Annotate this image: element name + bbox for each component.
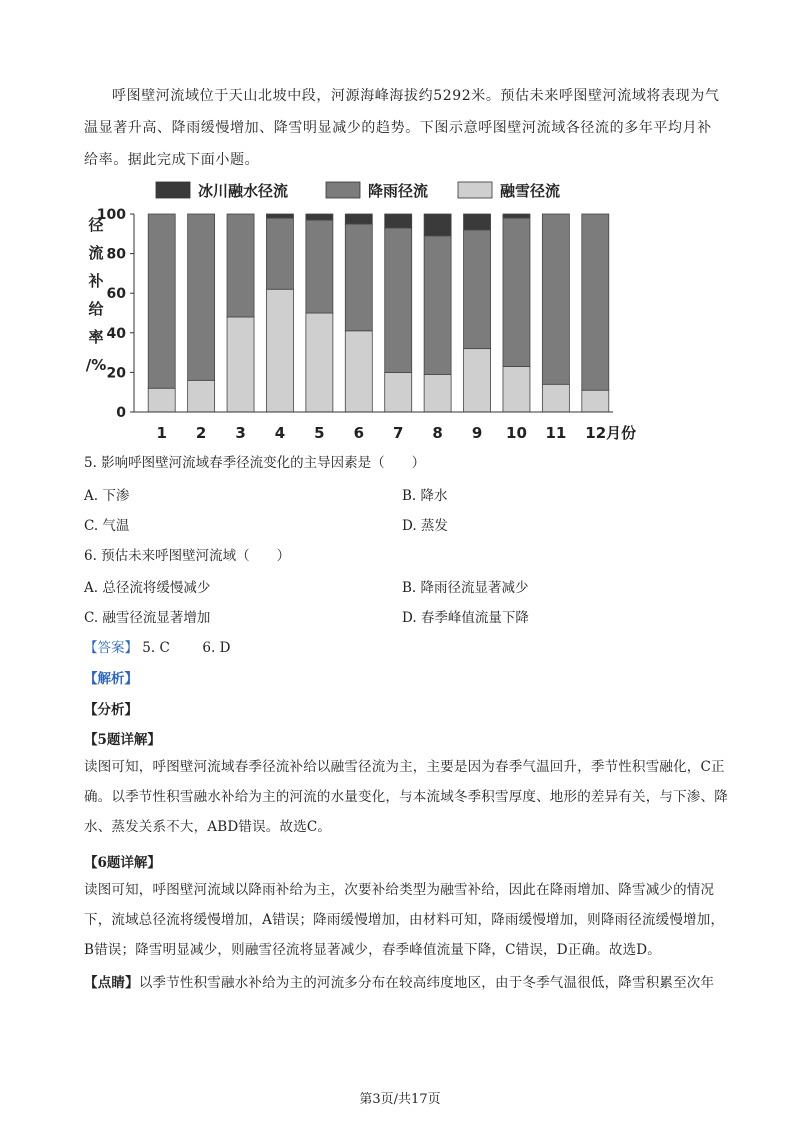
answer-6: 6. D	[202, 640, 231, 656]
bar-segment	[266, 218, 293, 289]
analysis-label: 【解析】	[84, 671, 138, 687]
ylabel-char: 给	[88, 300, 104, 318]
x-tick-label: 4	[274, 424, 286, 442]
question-6-stem: 6. 预估未来呼图壁河流域（ ）	[84, 548, 291, 564]
page-footer: 第3页/共17页	[359, 1092, 441, 1107]
detail-6-text: 读图可知，呼图壁河流域以降雨补给为主，次要补给类型为融雪补给，因此在降雨增加、降雪减少的情况下，流域总径流将缓慢增加，A错误；降雨缓慢增加，由材料可知，降雨缓慢增加，则降雨径流缓慢增加，B错误；降雪明显减少，则融雪径流将显著减少，春季峰值流量下降，C错误，D正确。故选D。	[84, 882, 725, 958]
bar-segment	[345, 331, 372, 412]
bar-segment	[345, 224, 372, 331]
detail-5-label: 【5题详解】	[84, 732, 161, 748]
chart-legend	[156, 182, 560, 200]
bar-segment	[464, 349, 491, 412]
bar-segment	[266, 289, 293, 412]
q5-option-c: C. 气温	[84, 518, 130, 534]
tip-label: 【点睛】	[84, 975, 139, 991]
q5-option-a: A. 下渗	[84, 488, 130, 504]
x-tick-label: 11	[545, 424, 567, 442]
chart-bars	[148, 214, 609, 412]
answer-5: 5. C	[142, 640, 170, 656]
bar-segment	[542, 384, 569, 412]
intro-paragraph: 呼图壁河流域位于天山北坡中段，河源海峰海拔约5292米。预估未来呼图壁河流域将表现为气温显著升高、降雨缓慢增加、降雪明显减少的趋势。下图示意呼图壁河流域各径流的多年平均月补给率。据此完成下面小题。	[84, 88, 720, 168]
y-tick-label: 20	[106, 365, 126, 382]
bar-segment	[306, 313, 333, 412]
runoff-chart	[80, 172, 640, 442]
chart-ylabel	[86, 216, 107, 374]
ylabel-char: /%	[85, 356, 107, 374]
bar-segment	[148, 388, 175, 412]
bar-segment	[582, 390, 609, 412]
bar-segment	[385, 372, 412, 412]
x-tick-label: 1	[156, 424, 167, 442]
bar-segment	[227, 317, 254, 412]
bar-segment	[148, 214, 175, 388]
y-tick-label: 40	[106, 325, 126, 342]
detail-5-text: 读图可知，呼图壁河流域春季径流补给以融雪径流为主，主要是因为春季气温回升，季节性积雪融化，C正确。以季节性积雪融水补给为主的河流的水量变化，与本流域冬季积雪厚度、地形的差异有关，与下渗、降水、蒸发关系不大，ABD错误。故选C。	[84, 759, 728, 835]
y-tick-label: 80	[106, 246, 126, 263]
q6-option-d: D. 春季峰值流量下降	[402, 610, 529, 626]
bar-segment	[503, 218, 530, 367]
x-tick-label: 8	[432, 424, 443, 442]
bar-segment	[424, 374, 451, 412]
q6-option-c: C. 融雪径流显著增加	[84, 610, 211, 626]
q5-option-d: D. 蒸发	[402, 518, 448, 534]
ylabel-char: 流	[88, 244, 104, 262]
bar-segment	[306, 214, 333, 220]
ylabel-char: 率	[88, 328, 104, 346]
q6-option-a: A. 总径流将缓慢减少	[84, 580, 211, 596]
y-tick-label: 60	[106, 286, 126, 303]
y-tick-label: 100	[96, 207, 126, 223]
question-5-stem: 5. 影响呼图壁河流域春季径流变化的主导因素是（ ）	[84, 455, 426, 471]
bar-segment	[266, 214, 293, 218]
tip-paragraph	[84, 968, 730, 998]
bar-segment	[542, 214, 569, 384]
x-tick-label: 9	[471, 424, 483, 442]
x-tick-label: 12月份	[585, 424, 637, 442]
bar-segment	[503, 214, 530, 218]
legend-swatch	[458, 182, 492, 198]
legend-label: 融雪径流	[500, 182, 561, 200]
answer-line	[84, 636, 230, 656]
bar-segment	[227, 214, 254, 317]
q5-option-b: B. 降水	[402, 488, 448, 504]
x-tick-label: 10	[506, 424, 527, 442]
x-tick-label: 7	[392, 424, 404, 442]
ylabel-char: 径	[88, 216, 104, 234]
q6-option-b: B. 降雨径流显著减少	[402, 580, 529, 596]
x-tick-label: 5	[314, 424, 325, 442]
ylabel-char: 补	[88, 272, 104, 290]
bar-segment	[188, 380, 215, 412]
bar-segment	[464, 214, 491, 230]
bar-segment	[464, 230, 491, 349]
bar-segment	[424, 214, 451, 236]
legend-swatch	[326, 182, 360, 198]
legend-label: 降雨径流	[368, 182, 429, 200]
chart-xaxis	[134, 412, 636, 442]
bar-segment	[424, 236, 451, 375]
detail-6-label: 【6题详解】	[84, 855, 161, 871]
bar-segment	[385, 228, 412, 373]
bar-segment	[503, 366, 530, 412]
x-tick-label: 2	[195, 424, 207, 442]
bar-segment	[345, 214, 372, 224]
legend-label: 冰川融水径流	[198, 182, 289, 200]
tip-text: 以季节性积雪融水补给为主的河流多分布在较高纬度地区，由于冬季气温很低，降雪积累至次年	[138, 975, 715, 991]
x-tick-label: 6	[353, 424, 365, 442]
bar-segment	[385, 214, 412, 228]
bar-segment	[582, 214, 609, 390]
bar-segment	[306, 220, 333, 313]
bar-segment	[188, 214, 215, 380]
legend-swatch	[156, 182, 190, 198]
fenxi-label: 【分析】	[84, 702, 138, 718]
answer-label: 【答案】	[84, 640, 138, 656]
y-tick-label: 0	[116, 405, 126, 421]
x-tick-label: 3	[235, 424, 246, 442]
